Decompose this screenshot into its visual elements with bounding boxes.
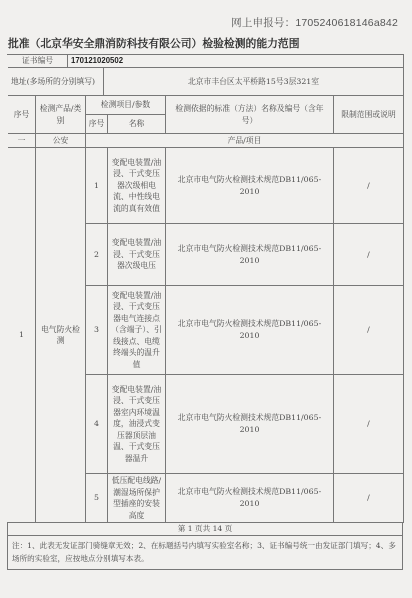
cert-label: 证书编号: [8, 55, 68, 68]
item-seq: 5: [86, 474, 108, 523]
group-product: 电气防火检测: [36, 148, 86, 523]
item-standard: 北京市电气防火检测技术规范DB11/065-2010: [166, 224, 334, 286]
item-limit: /: [334, 474, 404, 523]
item-standard: 北京市电气防火检测技术规范DB11/065-2010: [166, 474, 334, 523]
item-standard: 北京市电气防火检测技术规范DB11/065-2010: [166, 375, 334, 474]
item-name: 变配电装置/油浸、干式变压器次级电压: [108, 224, 166, 286]
item-standard: 北京市电气防火检测技术规范DB11/065-2010: [166, 148, 334, 224]
header-product: 检测产品/类别: [36, 96, 86, 134]
section-category: 公安: [36, 134, 86, 148]
section-label: 产品/项目: [86, 134, 404, 148]
online-report-number: 网上申报号：1705240618146a842: [231, 17, 398, 29]
item-name: 低压配电线路/潮湿场所保护型插座的安装高度: [108, 474, 166, 523]
item-name: 变配电装置/油浸、干式变压器室内环境温度，油浸式变压器顶层油温、干式变压器温升: [108, 375, 166, 474]
cert-number: 170121020502: [68, 55, 404, 68]
header-seq: 序号: [8, 96, 36, 134]
header-items-group: 检测项目/参数: [86, 96, 166, 115]
item-limit: /: [334, 375, 404, 474]
section-seq: 一: [8, 134, 36, 148]
item-seq: 1: [86, 148, 108, 224]
header-standard: 检测依据的标准（方法）名称及编号（含年号）: [166, 96, 334, 134]
header-item-name: 名称: [108, 115, 166, 134]
item-seq: 4: [86, 375, 108, 474]
item-standard: 北京市电气防火检测技术规范DB11/065-2010: [166, 286, 334, 375]
item-seq: 2: [86, 224, 108, 286]
item-name: 变配电装置/油浸、干式变压器电气连接点（含端子）、引线接点、电缆终端头的温升值: [108, 286, 166, 375]
item-seq: 3: [86, 286, 108, 375]
capability-table: [7, 54, 404, 520]
header-item-seq: 序号: [86, 115, 108, 134]
address-value: 北京市丰台区太平桥路15号3层321室: [104, 68, 404, 96]
group-seq: 1: [8, 148, 36, 523]
document-title: 批准（北京华安全鼎消防科技有限公司）检验检测的能力范围: [8, 37, 300, 50]
item-name: 变配电装置/油浸、干式变压器次级相电流、中性线电流的真有效值: [108, 148, 166, 224]
footnotes: 注：1、此表无发证部门骑缝章无效；2、在标题括号内填写实验室名称；3、证书编号统一由发证部门填写；4、多场所的实验室，应按地点分别填写本表。: [7, 536, 403, 570]
item-limit: /: [334, 224, 404, 286]
item-limit: /: [334, 148, 404, 224]
header-limits: 限制范围或说明: [334, 96, 404, 134]
page-indicator: 第 1 页共 14 页: [7, 522, 403, 536]
address-label: 地址(多场所的分别填写): [8, 68, 104, 96]
item-limit: /: [334, 286, 404, 375]
